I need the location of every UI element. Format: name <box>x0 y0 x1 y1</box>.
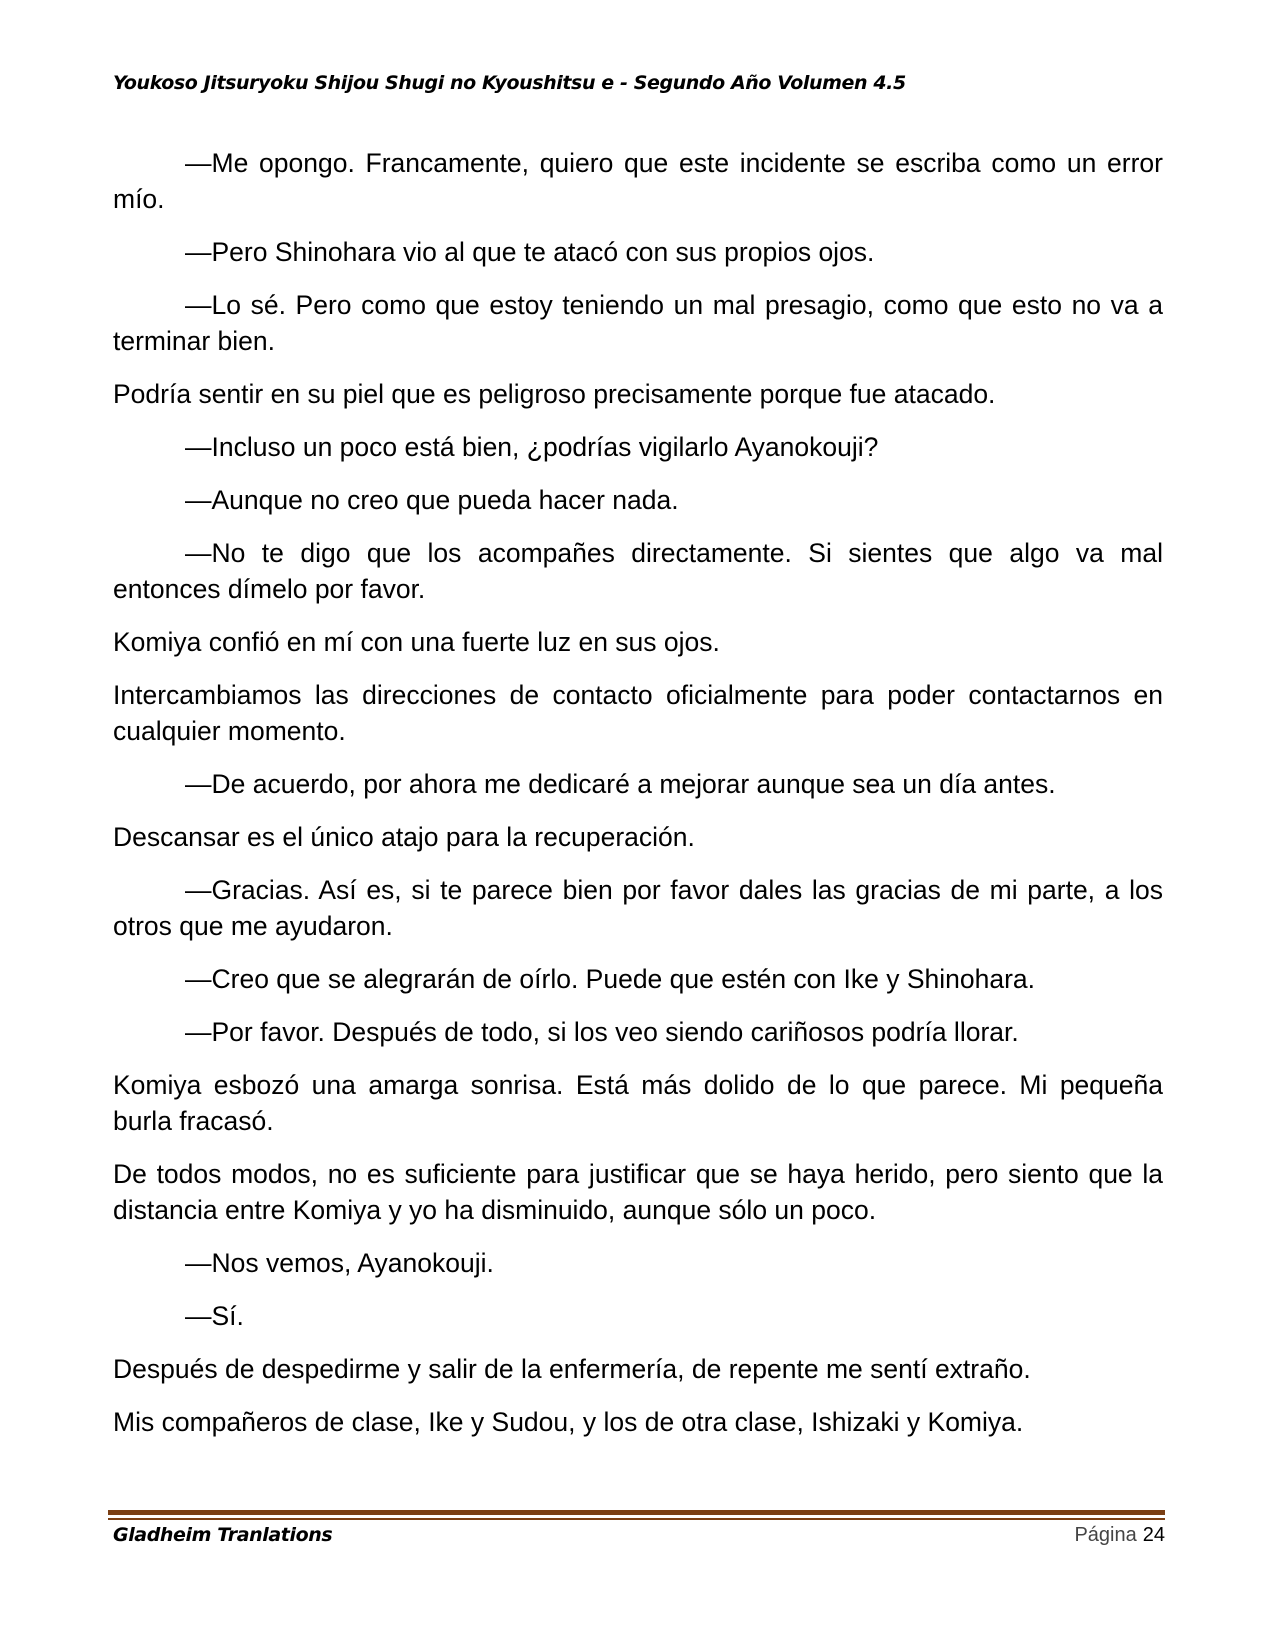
footer-rule-thick <box>108 1510 1165 1515</box>
narration-paragraph: Mis compañeros de clase, Ike y Sudou, y los de otra clase, Ishizaki y Komiya. <box>113 1407 1024 1437</box>
translator-credit: Gladheim Tranlations <box>113 1524 333 1546</box>
dialogue-paragraph: —Pero Shinohara vio al que te atacó con sus propios ojos. <box>185 237 875 267</box>
dialogue-paragraph: —Lo sé. Pero como que estoy teniendo un mal presagio, como que esto no va a terminar bien. <box>113 290 1163 356</box>
narration-paragraph: Después de despedirme y salir de la enfermería, de repente me sentí extraño. <box>113 1354 1031 1384</box>
narration-paragraph: Descansar es el único atajo para la recuperación. <box>113 822 695 852</box>
page-label: Página <box>1074 1524 1137 1546</box>
dialogue-paragraph: —Me opongo. Francamente, quiero que este incidente se escriba como un error mío. <box>113 148 1163 214</box>
narration-paragraph: Podría sentir en su piel que es peligroso precisamente porque fue atacado. <box>113 379 996 409</box>
running-header: Youkoso Jitsuryoku Shijou Shugi no Kyoushitsu e - Segundo Año Volumen 4.5 <box>113 72 906 94</box>
page-number-block <box>1074 1524 1165 1547</box>
page-body <box>113 145 1163 1457</box>
narration-paragraph: Intercambiamos las direcciones de contacto oficialmente para poder contactarnos en cualquier momento. <box>113 680 1163 746</box>
dialogue-paragraph: —Aunque no creo que pueda hacer nada. <box>185 485 679 515</box>
dialogue-paragraph: —Incluso un poco está bien, ¿podrías vigilarlo Ayanokouji? <box>185 432 879 462</box>
dialogue-paragraph: —De acuerdo, por ahora me dedicaré a mejorar aunque sea un día antes. <box>185 769 1056 799</box>
narration-paragraph: De todos modos, no es suficiente para justificar que se haya herido, pero siento que la distancia entre Komiya y yo ha disminuido, aunque sólo un poco. <box>113 1159 1163 1225</box>
dialogue-paragraph: —Nos vemos, Ayanokouji. <box>185 1248 494 1278</box>
dialogue-paragraph: —No te digo que los acompañes directamente. Si sientes que algo va mal entonces dímelo por favor. <box>113 538 1163 604</box>
narration-paragraph: Komiya confió en mí con una fuerte luz en sus ojos. <box>113 627 720 657</box>
narration-paragraph: Komiya esbozó una amarga sonrisa. Está más dolido de lo que parece. Mi pequeña burla fracasó. <box>113 1070 1163 1136</box>
dialogue-paragraph: —Sí. <box>185 1301 244 1331</box>
dialogue-paragraph: —Por favor. Después de todo, si los veo siendo cariñosos podría llorar. <box>185 1017 1019 1047</box>
dialogue-paragraph: —Gracias. Así es, si te parece bien por favor dales las gracias de mi parte, a los otros que me ayudaron. <box>113 875 1163 941</box>
page-number: 24 <box>1142 1524 1165 1546</box>
dialogue-paragraph: —Creo que se alegrarán de oírlo. Puede que estén con Ike y Shinohara. <box>185 964 1036 994</box>
footer-rule-thin <box>108 1518 1165 1520</box>
